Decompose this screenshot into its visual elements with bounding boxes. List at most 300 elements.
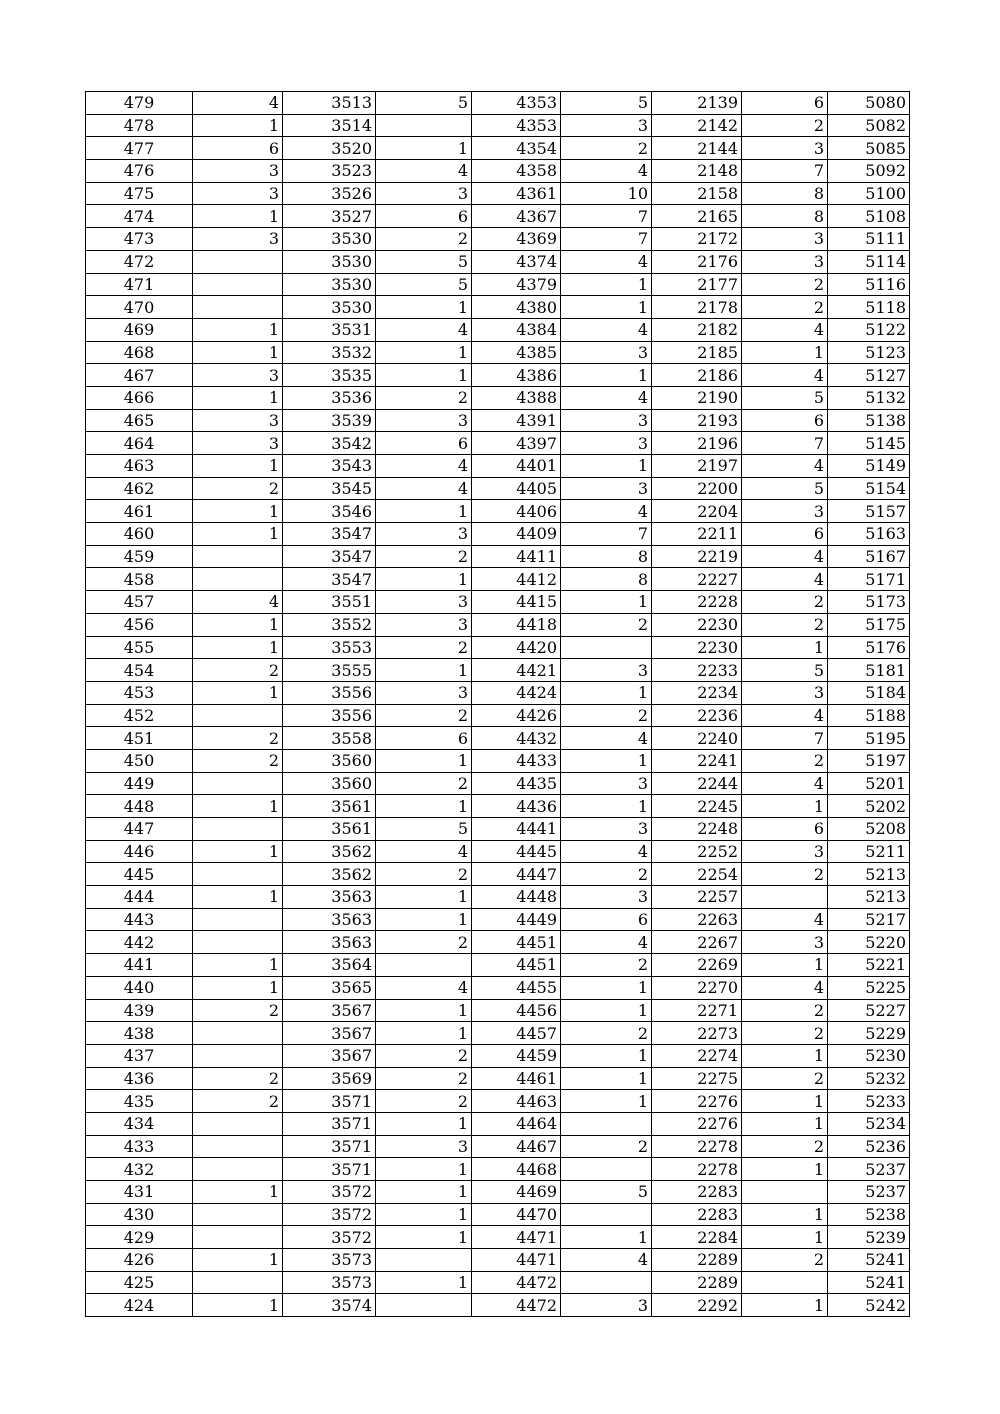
value-cell: 5195 (828, 727, 910, 750)
value-cell: 4 (376, 477, 472, 500)
value-cell: 2241 (652, 749, 742, 772)
score-cell: 451 (86, 727, 193, 750)
value-cell: 5233 (828, 1090, 910, 1113)
value-cell: 1 (742, 1226, 828, 1249)
value-cell: 4412 (472, 568, 561, 591)
table-row (86, 432, 910, 455)
value-cell: 3547 (283, 568, 376, 591)
value-cell: 1 (376, 568, 472, 591)
value-cell: 2248 (652, 818, 742, 841)
score-cell: 470 (86, 296, 193, 319)
value-cell: 1 (742, 636, 828, 659)
value-cell: 2 (376, 863, 472, 886)
table-row (86, 886, 910, 909)
value-cell: 4456 (472, 999, 561, 1022)
value-cell: 2 (561, 1135, 652, 1158)
value-cell (193, 908, 283, 931)
value-cell: 3532 (283, 341, 376, 364)
score-cell: 459 (86, 545, 193, 568)
score-cell: 443 (86, 908, 193, 931)
value-cell: 4361 (472, 182, 561, 205)
value-cell: 4 (742, 455, 828, 478)
value-cell: 7 (561, 523, 652, 546)
value-cell: 4401 (472, 455, 561, 478)
value-cell: 5184 (828, 681, 910, 704)
value-cell: 1 (376, 908, 472, 931)
value-cell: 4358 (472, 160, 561, 183)
score-cell: 466 (86, 386, 193, 409)
value-cell: 4397 (472, 432, 561, 455)
value-cell: 3564 (283, 954, 376, 977)
value-cell: 2158 (652, 182, 742, 205)
value-cell: 4406 (472, 500, 561, 523)
score-cell: 465 (86, 409, 193, 432)
value-cell: 2165 (652, 205, 742, 228)
value-cell: 3567 (283, 1022, 376, 1045)
value-cell: 1 (376, 1271, 472, 1294)
value-cell: 2289 (652, 1271, 742, 1294)
value-cell: 4369 (472, 228, 561, 251)
value-cell: 3513 (283, 92, 376, 115)
value-cell: 1 (193, 114, 283, 137)
value-cell: 2148 (652, 160, 742, 183)
value-cell: 6 (376, 727, 472, 750)
value-cell: 3 (376, 591, 472, 614)
score-cell: 444 (86, 886, 193, 909)
table-row (86, 999, 910, 1022)
table-row (86, 704, 910, 727)
value-cell: 1 (742, 1112, 828, 1135)
value-cell: 5217 (828, 908, 910, 931)
score-cell: 472 (86, 250, 193, 273)
value-cell: 3555 (283, 659, 376, 682)
value-cell: 4 (561, 318, 652, 341)
value-cell: 4 (742, 908, 828, 931)
value-cell: 1 (193, 341, 283, 364)
score-cell: 468 (86, 341, 193, 364)
score-cell: 431 (86, 1181, 193, 1204)
table-row (86, 908, 910, 931)
value-cell: 4 (376, 318, 472, 341)
value-cell: 4445 (472, 840, 561, 863)
value-cell: 4 (561, 250, 652, 273)
value-cell: 2271 (652, 999, 742, 1022)
value-cell (561, 1203, 652, 1226)
value-cell: 4455 (472, 976, 561, 999)
value-cell: 3 (376, 523, 472, 546)
value-cell: 3569 (283, 1067, 376, 1090)
score-cell: 455 (86, 636, 193, 659)
value-cell: 4385 (472, 341, 561, 364)
value-cell: 1 (561, 1044, 652, 1067)
value-cell: 4451 (472, 954, 561, 977)
table-row (86, 863, 910, 886)
table-row (86, 545, 910, 568)
value-cell: 5085 (828, 137, 910, 160)
value-cell: 2273 (652, 1022, 742, 1045)
value-cell: 2254 (652, 863, 742, 886)
value-cell (376, 954, 472, 977)
value-cell (376, 1294, 472, 1317)
value-cell: 2230 (652, 636, 742, 659)
value-cell (193, 863, 283, 886)
value-cell: 1 (561, 681, 652, 704)
value-cell: 5181 (828, 659, 910, 682)
value-cell: 4380 (472, 296, 561, 319)
value-cell: 8 (742, 205, 828, 228)
value-cell: 1 (561, 455, 652, 478)
value-cell: 1 (376, 296, 472, 319)
value-cell: 5213 (828, 886, 910, 909)
value-cell: 3 (561, 886, 652, 909)
value-cell: 3562 (283, 840, 376, 863)
value-cell: 5173 (828, 591, 910, 614)
value-cell: 3 (742, 137, 828, 160)
value-cell: 2278 (652, 1135, 742, 1158)
value-cell: 5229 (828, 1022, 910, 1045)
score-cell: 441 (86, 954, 193, 977)
value-cell: 5234 (828, 1112, 910, 1135)
value-cell: 3563 (283, 908, 376, 931)
value-cell (193, 1271, 283, 1294)
value-cell: 5138 (828, 409, 910, 432)
value-cell: 1 (193, 455, 283, 478)
value-cell: 2 (193, 999, 283, 1022)
table-row (86, 772, 910, 795)
value-cell: 1 (376, 341, 472, 364)
value-cell: 3 (376, 409, 472, 432)
value-cell: 5 (376, 273, 472, 296)
table-row (86, 976, 910, 999)
value-cell: 2283 (652, 1181, 742, 1204)
table-row (86, 92, 910, 115)
table-row (86, 727, 910, 750)
value-cell: 3520 (283, 137, 376, 160)
value-cell (561, 636, 652, 659)
score-cell: 458 (86, 568, 193, 591)
value-cell: 3 (376, 1135, 472, 1158)
table-row (86, 1090, 910, 1113)
table-row (86, 1294, 910, 1317)
value-cell: 4457 (472, 1022, 561, 1045)
value-cell: 5238 (828, 1203, 910, 1226)
value-cell: 2 (376, 772, 472, 795)
score-cell: 477 (86, 137, 193, 160)
score-cell: 461 (86, 500, 193, 523)
value-cell: 2278 (652, 1158, 742, 1181)
value-cell: 1 (193, 795, 283, 818)
value-cell (376, 114, 472, 137)
table-row (86, 1226, 910, 1249)
value-cell: 3536 (283, 386, 376, 409)
value-cell: 2204 (652, 500, 742, 523)
value-cell: 4 (193, 92, 283, 115)
value-cell: 4388 (472, 386, 561, 409)
value-cell: 3565 (283, 976, 376, 999)
value-cell: 2 (376, 1067, 472, 1090)
value-cell (193, 545, 283, 568)
value-cell: 5225 (828, 976, 910, 999)
value-cell (193, 1112, 283, 1135)
value-cell: 5239 (828, 1226, 910, 1249)
value-cell: 5154 (828, 477, 910, 500)
value-cell: 3530 (283, 250, 376, 273)
value-cell: 5197 (828, 749, 910, 772)
value-cell: 5 (742, 386, 828, 409)
value-cell (193, 818, 283, 841)
value-cell: 1 (376, 795, 472, 818)
score-cell: 452 (86, 704, 193, 727)
value-cell: 2269 (652, 954, 742, 977)
value-cell: 2182 (652, 318, 742, 341)
score-cell: 449 (86, 772, 193, 795)
value-cell: 2 (742, 1067, 828, 1090)
value-cell: 1 (376, 999, 472, 1022)
value-cell: 2267 (652, 931, 742, 954)
value-cell: 2 (376, 228, 472, 251)
value-cell: 5092 (828, 160, 910, 183)
value-cell: 5080 (828, 92, 910, 115)
value-cell: 3523 (283, 160, 376, 183)
value-cell: 5213 (828, 863, 910, 886)
value-cell: 6 (742, 92, 828, 115)
value-cell: 4379 (472, 273, 561, 296)
value-cell: 1 (193, 840, 283, 863)
value-cell: 2263 (652, 908, 742, 931)
table-row (86, 613, 910, 636)
value-cell: 1 (376, 1022, 472, 1045)
value-cell: 4 (376, 160, 472, 183)
value-cell: 3 (561, 477, 652, 500)
value-cell: 2227 (652, 568, 742, 591)
value-cell: 7 (742, 432, 828, 455)
value-cell: 2244 (652, 772, 742, 795)
value-cell: 5202 (828, 795, 910, 818)
value-cell: 4471 (472, 1226, 561, 1249)
value-cell: 2 (561, 1022, 652, 1045)
value-cell: 3560 (283, 749, 376, 772)
score-cell: 432 (86, 1158, 193, 1181)
table-row (86, 364, 910, 387)
value-cell: 5237 (828, 1181, 910, 1204)
value-cell: 5163 (828, 523, 910, 546)
value-cell: 4418 (472, 613, 561, 636)
value-cell: 3 (193, 160, 283, 183)
table-row (86, 1022, 910, 1045)
value-cell: 1 (376, 1203, 472, 1226)
value-cell (193, 1226, 283, 1249)
value-cell: 2 (561, 137, 652, 160)
value-cell: 5211 (828, 840, 910, 863)
value-cell: 1 (376, 364, 472, 387)
value-cell: 2270 (652, 976, 742, 999)
value-cell: 4424 (472, 681, 561, 704)
value-cell: 4353 (472, 114, 561, 137)
value-cell: 2240 (652, 727, 742, 750)
table-row (86, 160, 910, 183)
value-cell: 3527 (283, 205, 376, 228)
table-row (86, 318, 910, 341)
value-cell: 1 (742, 1090, 828, 1113)
value-cell: 3 (561, 341, 652, 364)
value-cell: 1 (376, 749, 472, 772)
value-cell: 3547 (283, 523, 376, 546)
value-cell: 4441 (472, 818, 561, 841)
value-cell (193, 568, 283, 591)
value-cell: 2 (742, 999, 828, 1022)
value-cell (561, 1112, 652, 1135)
value-cell: 3526 (283, 182, 376, 205)
score-cell: 438 (86, 1022, 193, 1045)
value-cell: 2 (376, 931, 472, 954)
table-row (86, 1249, 910, 1272)
value-cell: 5167 (828, 545, 910, 568)
value-cell: 5 (376, 92, 472, 115)
value-cell: 3 (376, 613, 472, 636)
value-cell: 3574 (283, 1294, 376, 1317)
score-cell: 475 (86, 182, 193, 205)
value-cell: 5157 (828, 500, 910, 523)
value-cell: 2 (376, 1090, 472, 1113)
value-cell: 5 (742, 659, 828, 682)
value-cell: 3535 (283, 364, 376, 387)
value-cell: 5201 (828, 772, 910, 795)
value-cell: 2178 (652, 296, 742, 319)
table-row (86, 1158, 910, 1181)
table-row (86, 568, 910, 591)
value-cell: 3 (561, 659, 652, 682)
value-cell: 2 (561, 954, 652, 977)
value-cell: 1 (561, 273, 652, 296)
value-cell: 1 (742, 1044, 828, 1067)
score-cell: 464 (86, 432, 193, 455)
table-row (86, 795, 910, 818)
value-cell: 2139 (652, 92, 742, 115)
value-cell: 2 (193, 1090, 283, 1113)
value-cell: 3 (742, 681, 828, 704)
value-cell: 2 (193, 727, 283, 750)
value-cell: 3 (561, 772, 652, 795)
value-cell: 5208 (828, 818, 910, 841)
value-cell: 2196 (652, 432, 742, 455)
value-cell: 2 (376, 386, 472, 409)
value-cell: 1 (193, 386, 283, 409)
score-cell: 440 (86, 976, 193, 999)
table-row (86, 636, 910, 659)
value-cell: 5188 (828, 704, 910, 727)
score-cell: 436 (86, 1067, 193, 1090)
value-cell: 1 (561, 591, 652, 614)
value-cell: 10 (561, 182, 652, 205)
value-cell: 2 (742, 273, 828, 296)
value-cell: 1 (193, 954, 283, 977)
value-cell: 2219 (652, 545, 742, 568)
value-cell: 2 (742, 749, 828, 772)
value-cell: 1 (376, 886, 472, 909)
value-cell: 3 (193, 409, 283, 432)
value-cell: 2 (376, 1044, 472, 1067)
value-cell: 4411 (472, 545, 561, 568)
score-cell: 445 (86, 863, 193, 886)
score-cell: 463 (86, 455, 193, 478)
table-row (86, 1203, 910, 1226)
value-cell: 4436 (472, 795, 561, 818)
value-cell: 5145 (828, 432, 910, 455)
value-cell: 2245 (652, 795, 742, 818)
value-cell: 4 (561, 1249, 652, 1272)
value-cell: 3 (742, 840, 828, 863)
value-cell: 5 (376, 818, 472, 841)
value-cell: 2193 (652, 409, 742, 432)
value-cell: 4 (376, 455, 472, 478)
value-cell: 4384 (472, 318, 561, 341)
value-cell: 5241 (828, 1249, 910, 1272)
value-cell: 5082 (828, 114, 910, 137)
value-cell: 2 (742, 591, 828, 614)
value-cell: 1 (193, 523, 283, 546)
table-row (86, 296, 910, 319)
value-cell: 3530 (283, 228, 376, 251)
value-cell: 1 (561, 1090, 652, 1113)
value-cell: 5236 (828, 1135, 910, 1158)
value-cell: 3553 (283, 636, 376, 659)
value-cell: 4 (561, 931, 652, 954)
table-body (86, 92, 910, 1317)
value-cell: 5171 (828, 568, 910, 591)
value-cell (193, 931, 283, 954)
table-row (86, 1044, 910, 1067)
value-cell: 2252 (652, 840, 742, 863)
value-cell: 4386 (472, 364, 561, 387)
value-cell: 4 (561, 500, 652, 523)
value-cell: 3 (561, 818, 652, 841)
score-cell: 439 (86, 999, 193, 1022)
value-cell: 2142 (652, 114, 742, 137)
value-cell: 3 (193, 364, 283, 387)
value-cell: 2186 (652, 364, 742, 387)
table-row (86, 954, 910, 977)
table-row (86, 341, 910, 364)
value-cell: 3572 (283, 1181, 376, 1204)
value-cell (193, 704, 283, 727)
value-cell: 3 (561, 114, 652, 137)
value-cell (193, 1044, 283, 1067)
value-cell: 6 (742, 818, 828, 841)
value-cell: 1 (193, 976, 283, 999)
score-cell: 429 (86, 1226, 193, 1249)
value-cell: 1 (193, 613, 283, 636)
value-cell: 5176 (828, 636, 910, 659)
value-cell: 5108 (828, 205, 910, 228)
value-cell: 2233 (652, 659, 742, 682)
value-cell: 2284 (652, 1226, 742, 1249)
value-cell: 3563 (283, 931, 376, 954)
value-cell (561, 1271, 652, 1294)
value-cell: 5221 (828, 954, 910, 977)
value-cell: 3556 (283, 704, 376, 727)
score-cell: 435 (86, 1090, 193, 1113)
score-cell: 434 (86, 1112, 193, 1135)
value-cell (742, 1271, 828, 1294)
score-cell: 469 (86, 318, 193, 341)
value-cell (561, 1158, 652, 1181)
value-cell: 8 (561, 568, 652, 591)
value-cell: 5232 (828, 1067, 910, 1090)
value-cell: 4 (376, 976, 472, 999)
value-cell: 5227 (828, 999, 910, 1022)
table-row (86, 1112, 910, 1135)
score-cell: 467 (86, 364, 193, 387)
